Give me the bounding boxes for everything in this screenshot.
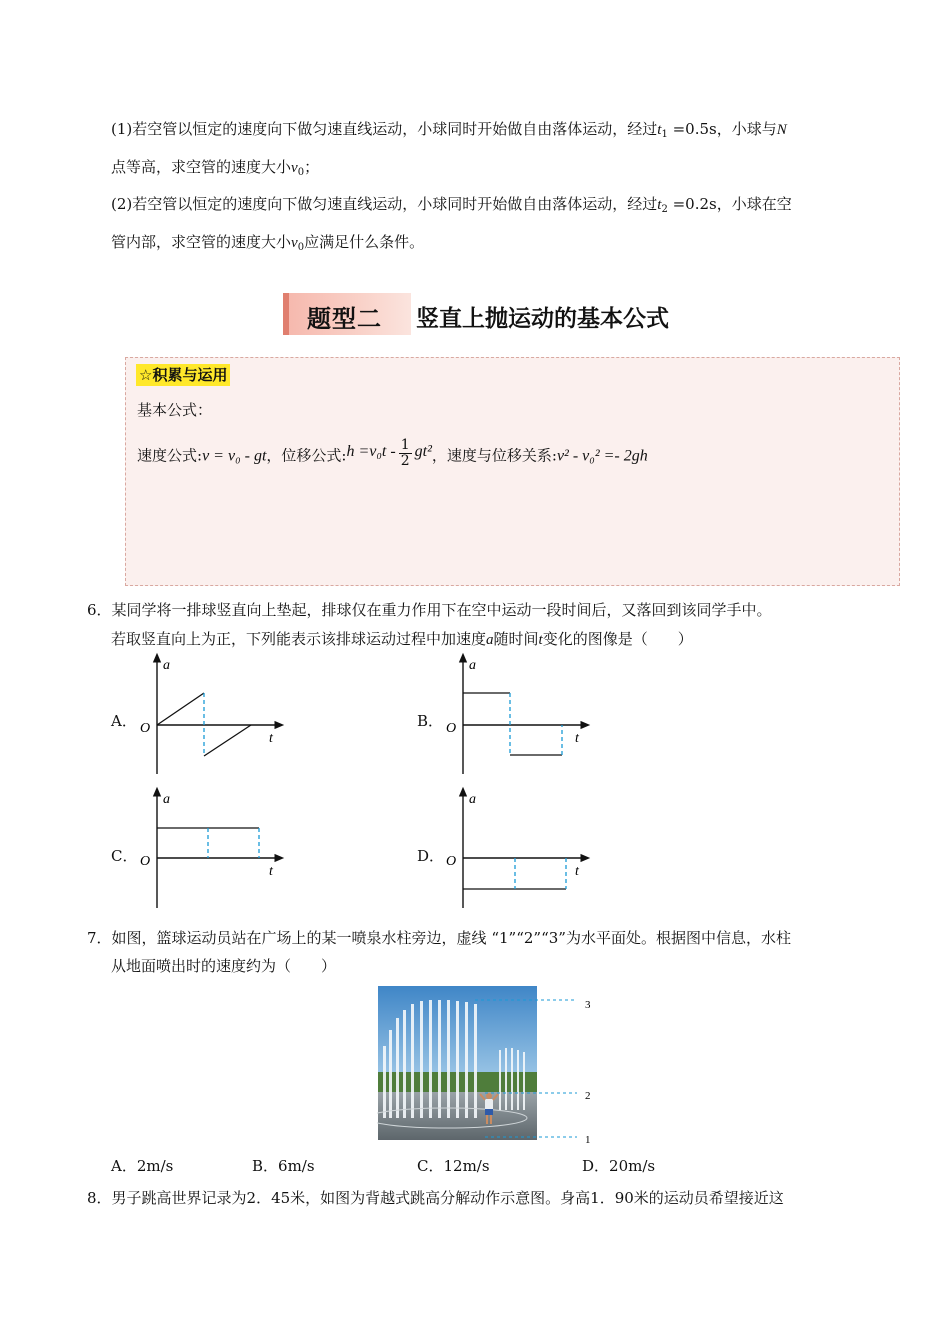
section-tag-label: 题型二 bbox=[307, 305, 382, 333]
q6-line2-text-b: 随时间 bbox=[493, 630, 539, 648]
q5-part2-line1 bbox=[111, 193, 792, 221]
q5-part1-end: ； bbox=[304, 158, 320, 176]
graph-c-label-t: t bbox=[269, 864, 273, 879]
q6-graph-c bbox=[130, 786, 290, 912]
q5-part1-t: t bbox=[657, 122, 662, 138]
q7-option-d: D．20m/s bbox=[582, 1157, 656, 1175]
graph-a-label-o: O bbox=[140, 721, 151, 736]
q5-part1-tval: =0.5s bbox=[672, 120, 717, 138]
q5-part2-text: (2)若空管以恒定的速度向下做匀速直线运动，小球同时开始做自由落体运动，经过 bbox=[111, 195, 658, 213]
graph-a-label-t: t bbox=[269, 731, 273, 746]
graph-d-label-a: a bbox=[469, 792, 476, 807]
q5-part2-end: 应满足什么条件。 bbox=[304, 233, 425, 251]
q6-var-a: a bbox=[486, 632, 494, 648]
q7-option-a: A．2m/s bbox=[111, 1157, 174, 1175]
graph-d-label-t: t bbox=[575, 864, 579, 879]
q5-part2-text-b: ，小球在空 bbox=[716, 195, 792, 213]
q5-part2-tval: =0.2s bbox=[672, 195, 717, 213]
formula-line bbox=[137, 437, 648, 472]
q6-graph-a bbox=[130, 652, 290, 778]
highlight-label: ☆积累与运用 bbox=[136, 364, 230, 386]
graph-c-label-o: O bbox=[140, 854, 151, 869]
q6-option-d-label: D． bbox=[417, 847, 445, 865]
fountain-photo bbox=[377, 986, 537, 1140]
speed-formula-label: 速度公式: bbox=[137, 446, 203, 465]
q5-part2-text-c: 管内部，求空管的速度大小 bbox=[111, 233, 292, 251]
q6-option-a-label: A． bbox=[111, 712, 137, 730]
q6-graph-b bbox=[436, 652, 596, 778]
graph-a-label-a: a bbox=[163, 658, 170, 673]
q5-part1-vsub: 0 bbox=[297, 167, 305, 178]
graph-a-line-up bbox=[157, 693, 204, 725]
q6-line2 bbox=[111, 628, 693, 651]
fraction-denominator: 2 bbox=[400, 453, 410, 469]
q5-part1-tsub: 1 bbox=[661, 129, 668, 140]
q7-line1: 7．如图，篮球运动员站在广场上的某一喷泉水柱旁边，虚线 “1”“2”“3”为水平面处。根据图中信息，水柱 bbox=[87, 929, 791, 947]
q8-line1: 8．男子跳高世界记录为2．45米，如图为背越式跳高分解动作示意图。身高1．90米的运动员希望接近这 bbox=[87, 1189, 784, 1207]
q5-part1-text: (1)若空管以恒定的速度向下做匀速直线运动，小球同时开始做自由落体运动，经过 bbox=[111, 120, 658, 138]
graph-b-label-t: t bbox=[575, 731, 579, 746]
q6-option-c-label: C． bbox=[111, 847, 138, 865]
q7-line2: 从地面喷出时的速度约为（ ） bbox=[111, 957, 337, 975]
relation-formula-label: ，速度与位移关系: bbox=[431, 446, 557, 465]
q7-option-c: C．12m/s bbox=[417, 1157, 490, 1175]
displacement-formula-part1: h =v₀t - bbox=[346, 442, 396, 460]
q5-part2-line2 bbox=[111, 231, 424, 259]
section-tag bbox=[283, 293, 411, 335]
q6-line2-text: 若取竖直向上为正，下列能表示该排球运动过程中加速度 bbox=[111, 630, 487, 648]
q5-part2-v: v bbox=[291, 235, 298, 251]
graph-b-label-o: O bbox=[446, 721, 457, 736]
level-2-label: 2 bbox=[585, 1090, 591, 1102]
q6-option-b-label: B． bbox=[417, 712, 444, 730]
displacement-formula-part2: gt² bbox=[414, 442, 432, 460]
graph-d-label-o: O bbox=[446, 854, 457, 869]
q5-part2-vsub: 0 bbox=[297, 242, 305, 253]
q6-var-t: t bbox=[538, 632, 543, 648]
basic-formula-heading: 基本公式： bbox=[137, 401, 213, 419]
q5-part1-N: N bbox=[776, 122, 787, 138]
speed-formula: v = v₀ - gt bbox=[202, 447, 267, 465]
q5-part2-tsub: 2 bbox=[661, 204, 668, 215]
fraction-numerator: 1 bbox=[400, 437, 410, 453]
q5-part1-line1 bbox=[111, 118, 787, 146]
level-3-label: 3 bbox=[585, 999, 591, 1011]
q6-line2-text-c: 变化的图像是（ ） bbox=[542, 630, 693, 648]
q5-part1-text-c: 点等高，求空管的速度大小 bbox=[111, 158, 292, 176]
fountain-figure bbox=[377, 984, 602, 1144]
q6-graph-d bbox=[436, 786, 596, 912]
q5-part1-line2 bbox=[111, 156, 319, 184]
graph-b-label-a: a bbox=[469, 658, 476, 673]
displacement-formula-label: ，位移公式: bbox=[266, 446, 347, 465]
q5-part1-text-b: ，小球与 bbox=[716, 120, 777, 138]
q6-line1: 6．某同学将一排球竖直向上垫起，排球仅在重力作用下在空中运动一段时间后，又落回到该同学手中。 bbox=[87, 601, 772, 619]
section-title: 竖直上抛运动的基本公式 bbox=[416, 306, 669, 332]
graph-c-label-a: a bbox=[163, 792, 170, 807]
displacement-fraction bbox=[399, 438, 412, 469]
graph-a-line-return bbox=[204, 725, 251, 756]
relation-formula: v² - v₀² =- 2gh bbox=[556, 447, 648, 465]
q5-part1-v: v bbox=[291, 160, 298, 176]
q7-option-b: B．6m/s bbox=[252, 1157, 315, 1175]
q5-part2-t: t bbox=[657, 197, 662, 213]
level-1-label: 1 bbox=[585, 1134, 591, 1144]
